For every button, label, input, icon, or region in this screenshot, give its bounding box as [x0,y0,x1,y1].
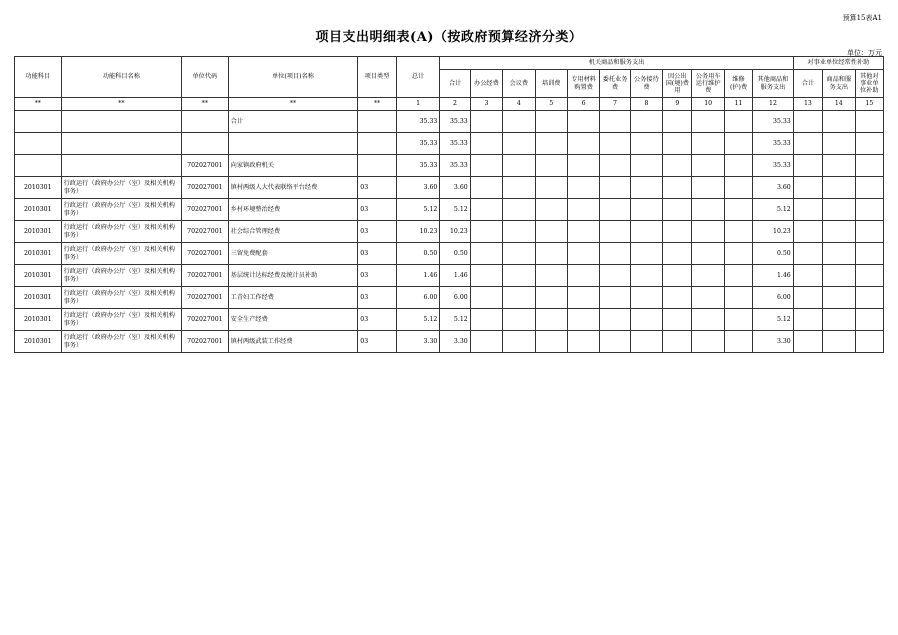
cell-unit-name: 三留免费配套 [228,243,358,265]
cell-func-name [61,133,182,155]
cell-empty [567,265,599,287]
table-row [15,287,884,309]
cell-other-goods: 5.12 [753,199,794,221]
cell-empty [823,331,855,353]
cell-empty [663,133,692,155]
table-row [15,111,884,133]
cell-empty [793,155,822,177]
cell-empty [692,221,724,243]
cell-empty [535,221,567,243]
cell-other-goods: 35.33 [753,111,794,133]
form-code: 预算15表A1 [842,14,882,22]
cell-empty [630,265,662,287]
cell-empty [630,221,662,243]
cell-empty [724,111,752,133]
header-goods-col: 委托业务费 [600,70,630,98]
cell-unit-name: 向家镇政府机关 [228,155,358,177]
header-subsidy-col: 商品和服务支出 [823,70,855,98]
cell-empty [470,155,502,177]
cell-empty [630,309,662,331]
cell-item-type: 03 [358,331,396,353]
table-row [15,133,884,155]
cell-goods-total: 35.33 [440,111,470,133]
header-total: 总计 [396,57,440,98]
cell-func-code [15,155,62,177]
table-body [15,111,884,353]
cell-empty [503,133,535,155]
cell-empty [692,243,724,265]
cell-empty [663,265,692,287]
cell-empty [663,287,692,309]
cell-empty [630,243,662,265]
star-mark: ** [182,98,229,111]
cell-func-name [61,155,182,177]
header-subsidy-col: 合计 [793,70,822,98]
cell-empty [503,331,535,353]
header-goods-col: 维修(护)费 [724,70,752,98]
cell-empty [823,177,855,199]
cell-empty [600,199,630,221]
cell-empty [503,265,535,287]
cell-empty [663,111,692,133]
cell-empty [535,331,567,353]
cell-empty [692,331,724,353]
column-number: 7 [600,98,630,111]
cell-empty [692,155,724,177]
cell-empty [567,155,599,177]
cell-func-code: 2010301 [15,309,62,331]
cell-empty [470,177,502,199]
cell-empty [855,309,884,331]
cell-empty [630,133,662,155]
cell-other-goods: 35.33 [753,155,794,177]
cell-unit-code [182,111,229,133]
page-title: 项目支出明细表(A)（按政府预算经济分类） [315,30,583,45]
cell-total: 5.12 [396,199,440,221]
cell-empty [630,287,662,309]
cell-empty [663,309,692,331]
cell-func-name: 行政运行（政府办公厅（室）及相关机构事务） [61,265,182,287]
cell-empty [630,199,662,221]
cell-empty [470,309,502,331]
cell-empty [692,309,724,331]
header-goods-col: 因公出国(境)费用 [663,70,692,98]
cell-empty [567,331,599,353]
cell-empty [630,177,662,199]
cell-empty [567,221,599,243]
cell-empty [535,155,567,177]
cell-empty [855,221,884,243]
cell-item-type: 03 [358,177,396,199]
cell-empty [724,155,752,177]
column-number: 2 [440,98,470,111]
header-goods-col: 会议费 [503,70,535,98]
column-number: 10 [692,98,724,111]
unit-label: 单位：万元 [847,49,882,57]
cell-empty [823,287,855,309]
cell-empty [855,133,884,155]
cell-empty [724,177,752,199]
header-item-type: 项目类型 [358,57,396,98]
cell-item-type: 03 [358,309,396,331]
cell-item-type: 03 [358,243,396,265]
cell-empty [692,287,724,309]
cell-func-code: 2010301 [15,243,62,265]
cell-empty [567,287,599,309]
cell-goods-total: 35.33 [440,155,470,177]
cell-goods-total: 35.33 [440,133,470,155]
cell-func-code [15,133,62,155]
header-goods-col: 办公经费 [470,70,502,98]
cell-unit-code: 702027001 [182,265,229,287]
table-row [15,243,884,265]
cell-unit-code: 702027001 [182,221,229,243]
cell-empty [470,111,502,133]
cell-empty [470,265,502,287]
cell-func-code: 2010301 [15,331,62,353]
cell-empty [663,199,692,221]
cell-empty [724,309,752,331]
cell-empty [600,221,630,243]
cell-empty [692,133,724,155]
cell-empty [600,331,630,353]
cell-func-name: 行政运行（政府办公厅（室）及相关机构事务） [61,309,182,331]
cell-empty [793,309,822,331]
cell-unit-name: 社会综合管理经费 [228,221,358,243]
table-row [15,155,884,177]
cell-unit-code: 702027001 [182,331,229,353]
column-number: 8 [630,98,662,111]
star-mark: ** [358,98,396,111]
cell-unit-name: 镇村两级人大代表联络平台经费 [228,177,358,199]
cell-func-code: 2010301 [15,221,62,243]
cell-empty [724,331,752,353]
cell-total: 5.12 [396,309,440,331]
cell-unit-code: 702027001 [182,243,229,265]
cell-other-goods: 5.12 [753,309,794,331]
cell-unit-code: 702027001 [182,177,229,199]
cell-empty [567,177,599,199]
cell-goods-total: 5.12 [440,199,470,221]
cell-func-name: 行政运行（政府办公厅（室）及相关机构事务） [61,177,182,199]
table-row [15,199,884,221]
cell-empty [535,133,567,155]
cell-total: 35.33 [396,111,440,133]
header-func-name: 功能科目名称 [61,57,182,98]
cell-empty [503,199,535,221]
cell-unit-code: 702027001 [182,199,229,221]
cell-empty [793,133,822,155]
cell-empty [470,287,502,309]
cell-empty [663,243,692,265]
header-goods-col: 合计 [440,70,470,98]
cell-unit-name: 安全生产经费 [228,309,358,331]
cell-empty [630,331,662,353]
cell-empty [470,221,502,243]
cell-empty [823,199,855,221]
cell-empty [470,243,502,265]
cell-func-code: 2010301 [15,177,62,199]
cell-empty [823,265,855,287]
cell-empty [630,111,662,133]
cell-empty [600,133,630,155]
cell-empty [823,111,855,133]
header-goods-col: 公务用车运行维护费 [692,70,724,98]
cell-unit-name [228,133,358,155]
cell-empty [823,309,855,331]
cell-func-name [61,111,182,133]
table-row [15,309,884,331]
cell-empty [630,155,662,177]
cell-empty [793,221,822,243]
cell-total: 35.33 [396,133,440,155]
cell-empty [663,177,692,199]
cell-empty [567,309,599,331]
cell-item-type [358,155,396,177]
cell-func-code: 2010301 [15,265,62,287]
cell-empty [535,111,567,133]
header-goods-col: 其他商品和服务支出 [753,70,794,98]
cell-empty [535,177,567,199]
cell-empty [535,243,567,265]
cell-empty [793,265,822,287]
column-number: 6 [567,98,599,111]
cell-empty [567,199,599,221]
cell-empty [503,287,535,309]
cell-empty [663,155,692,177]
cell-empty [724,221,752,243]
header-unit-name: 单位(项目)名称 [228,57,358,98]
cell-empty [535,199,567,221]
cell-empty [600,177,630,199]
cell-empty [724,133,752,155]
cell-empty [503,243,535,265]
cell-empty [600,111,630,133]
cell-empty [692,265,724,287]
cell-func-code: 2010301 [15,287,62,309]
cell-empty [855,243,884,265]
cell-func-name: 行政运行（政府办公厅（室）及相关机构事务） [61,221,182,243]
cell-empty [855,177,884,199]
header-group-goods: 机关商品和服务支出 [440,57,793,70]
cell-empty [724,287,752,309]
cell-empty [503,155,535,177]
cell-empty [823,133,855,155]
column-number: 15 [855,98,884,111]
cell-unit-name: 合计 [228,111,358,133]
cell-goods-total: 6.00 [440,287,470,309]
cell-empty [855,155,884,177]
cell-empty [567,133,599,155]
header-goods-col: 专用材料购置费 [567,70,599,98]
star-mark: ** [15,98,62,111]
cell-unit-name: 工青妇工作经费 [228,287,358,309]
table-row [15,331,884,353]
cell-empty [855,199,884,221]
cell-func-name: 行政运行（政府办公厅（室）及相关机构事务） [61,199,182,221]
cell-empty [600,265,630,287]
cell-empty [663,331,692,353]
cell-total: 3.30 [396,331,440,353]
table-row [15,177,884,199]
cell-empty [855,111,884,133]
header-goods-col: 公务接待费 [630,70,662,98]
cell-empty [724,265,752,287]
column-number: 5 [535,98,567,111]
cell-unit-name: 镇村两级武装工作经费 [228,331,358,353]
cell-goods-total: 3.30 [440,331,470,353]
column-number: 14 [823,98,855,111]
cell-empty [503,177,535,199]
cell-unit-name: 乡村环境整治经费 [228,199,358,221]
column-number: 9 [663,98,692,111]
cell-other-goods: 35.33 [753,133,794,155]
cell-other-goods: 6.00 [753,287,794,309]
cell-other-goods: 0.50 [753,243,794,265]
cell-unit-code: 702027001 [182,309,229,331]
cell-item-type: 03 [358,199,396,221]
cell-func-code [15,111,62,133]
header-goods-col: 培训费 [535,70,567,98]
cell-unit-code: 702027001 [182,287,229,309]
cell-func-name: 行政运行（政府办公厅（室）及相关机构事务） [61,287,182,309]
cell-goods-total: 3.60 [440,177,470,199]
cell-total: 3.60 [396,177,440,199]
cell-empty [855,287,884,309]
cell-goods-total: 5.12 [440,309,470,331]
cell-total: 10.23 [396,221,440,243]
cell-item-type: 03 [358,287,396,309]
cell-unit-name: 基层统计达标经费及统计员补助 [228,265,358,287]
column-number: 1 [396,98,440,111]
budget-table [14,56,884,353]
cell-total: 1.46 [396,265,440,287]
cell-item-type: 03 [358,265,396,287]
cell-empty [663,221,692,243]
cell-empty [793,177,822,199]
column-number: 3 [470,98,502,111]
cell-goods-total: 10.23 [440,221,470,243]
cell-empty [535,265,567,287]
cell-other-goods: 3.60 [753,177,794,199]
cell-empty [692,177,724,199]
cell-empty [600,309,630,331]
table-row [15,265,884,287]
cell-func-name: 行政运行（政府办公厅（室）及相关机构事务） [61,243,182,265]
cell-item-type [358,133,396,155]
cell-empty [793,243,822,265]
column-number: 12 [753,98,794,111]
cell-empty [793,287,822,309]
cell-empty [724,243,752,265]
header-unit-code: 单位代码 [182,57,229,98]
cell-empty [567,243,599,265]
cell-empty [692,199,724,221]
cell-total: 35.33 [396,155,440,177]
cell-empty [823,155,855,177]
cell-other-goods: 3.30 [753,331,794,353]
cell-empty [724,199,752,221]
cell-item-type [358,111,396,133]
cell-empty [600,155,630,177]
cell-func-name: 行政运行（政府办公厅（室）及相关机构事务） [61,331,182,353]
cell-empty [470,199,502,221]
cell-goods-total: 0.50 [440,243,470,265]
star-mark: ** [61,98,182,111]
cell-total: 6.00 [396,287,440,309]
cell-empty [503,221,535,243]
cell-empty [567,111,599,133]
cell-empty [503,309,535,331]
cell-empty [535,309,567,331]
column-number: 11 [724,98,752,111]
cell-goods-total: 1.46 [440,265,470,287]
cell-empty [823,243,855,265]
cell-empty [793,199,822,221]
table-row [15,221,884,243]
cell-empty [855,331,884,353]
cell-empty [793,111,822,133]
cell-other-goods: 1.46 [753,265,794,287]
header-group-subsidy: 对事业单位经常性补助 [793,57,883,70]
cell-other-goods: 10.23 [753,221,794,243]
star-mark: ** [228,98,358,111]
header-func-code: 功能科目 [15,57,62,98]
table-header [15,57,884,111]
cell-unit-code: 702027001 [182,155,229,177]
cell-empty [470,331,502,353]
cell-empty [535,287,567,309]
cell-total: 0.50 [396,243,440,265]
cell-empty [793,331,822,353]
column-number: 4 [503,98,535,111]
cell-empty [855,265,884,287]
cell-empty [600,287,630,309]
cell-unit-code [182,133,229,155]
cell-empty [692,111,724,133]
header-subsidy-col: 其他对事业单位补助 [855,70,884,98]
cell-func-code: 2010301 [15,199,62,221]
cell-empty [470,133,502,155]
cell-empty [503,111,535,133]
cell-empty [823,221,855,243]
cell-item-type: 03 [358,221,396,243]
cell-empty [600,243,630,265]
column-number: 13 [793,98,822,111]
